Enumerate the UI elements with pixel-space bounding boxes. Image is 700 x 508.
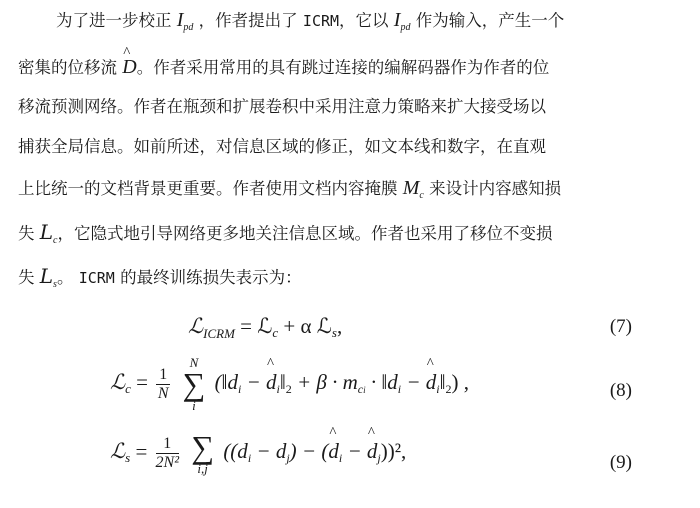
equation-8 (110, 356, 469, 412)
eq7-tail: , (336, 314, 343, 338)
equation-7-number: (7) (609, 316, 632, 337)
text-line-6 (18, 222, 552, 251)
eq9-lhs: ℒ$_s$ (110, 439, 131, 466)
eq7-lhs: ℒ$_{ICRM}$ (188, 314, 235, 341)
symbol-I-pd-2: $I_{pd}$ (393, 9, 411, 33)
eq8-summation: N ∑ i (182, 355, 206, 413)
text-line-4: 捕获全局信息。如前所述，对信息区域的修正，如文本线和数字，在直观 (18, 137, 546, 156)
equation-9-number: (9) (609, 452, 632, 473)
text-line-3: 移流预测网络。作者在瓶颈和扩展卷积中采用注意力策略来扩大接受场以 (18, 97, 546, 116)
eq9-equals: = (135, 439, 148, 464)
symbol-I-pd-1: $I_{pd}$ (176, 9, 194, 33)
line1-text-a: 为了进一步校正 (56, 11, 172, 30)
symbol-M-c: $M_c$ (402, 177, 424, 201)
eq8-fraction: $\frac{1}{N}$ (157, 365, 169, 402)
icrm-term-2: ICRM (78, 269, 115, 287)
line5-text-a: 上比统一的文档背景更重要。作者使用文档内容掩膜 (18, 179, 398, 198)
eq7-rhs-a: = ℒ$_c$ (240, 314, 279, 340)
line1-text-b: ，作者提出了 (198, 11, 298, 30)
text-line-7 (18, 266, 302, 295)
eq9-body: ($(d_i - d_j)$ − (^ $d_i$ − ^ $d_j))^2$, (223, 439, 406, 463)
line6-text-b: ，它隐式地引导网络更多地关注信息区域。作者也采用了移位不变损 (57, 224, 553, 243)
eq9-summation: ∑ i,j (191, 429, 215, 476)
line5-text-b: 来设计内容感知损 (429, 179, 562, 198)
text-line-2 (18, 57, 549, 78)
equation-8-number: (8) (609, 380, 632, 401)
line6-text-a: 失 (18, 224, 35, 243)
eq7-rhs-b: + α ℒ$_s$ (278, 314, 337, 340)
line7-text-b: 。 (56, 268, 74, 287)
line1-text-d: 作为输入，产生一个 (415, 11, 565, 30)
symbol-L-c: $L_c$ (39, 220, 58, 246)
eq8-lhs: ℒ$_c$ (110, 369, 131, 396)
text-line-5 (18, 178, 561, 206)
line7-text-c: 的最终训练损失表示为： (120, 268, 302, 287)
line7-text-a: 失 (18, 268, 35, 287)
equation-9 (110, 429, 407, 476)
eq8-equals: = (136, 369, 148, 394)
eq9-fraction: $\frac{1}{\text{2N²}}$ (155, 435, 179, 471)
symbol-L-s: $L_s$ (39, 264, 57, 290)
symbol-D-hat: ^ D (122, 57, 136, 77)
eq8-body: ($‖d_i$ − ^ $d_i‖_2 + \beta \cdot m_{ci}$ · $‖d_i$ − ^ $d_i‖_2$) , (215, 370, 469, 394)
icrm-term-1: ICRM (302, 12, 340, 30)
line2-text-b: 。作者采用常用的具有跳过连接的编解码器作为作者的位 (136, 58, 550, 77)
line2-text-a: 密集的位移流 (18, 58, 117, 77)
line1-text-c: ，它以 (339, 11, 389, 30)
text-line-1 (56, 10, 564, 38)
equation-7 (188, 314, 342, 342)
